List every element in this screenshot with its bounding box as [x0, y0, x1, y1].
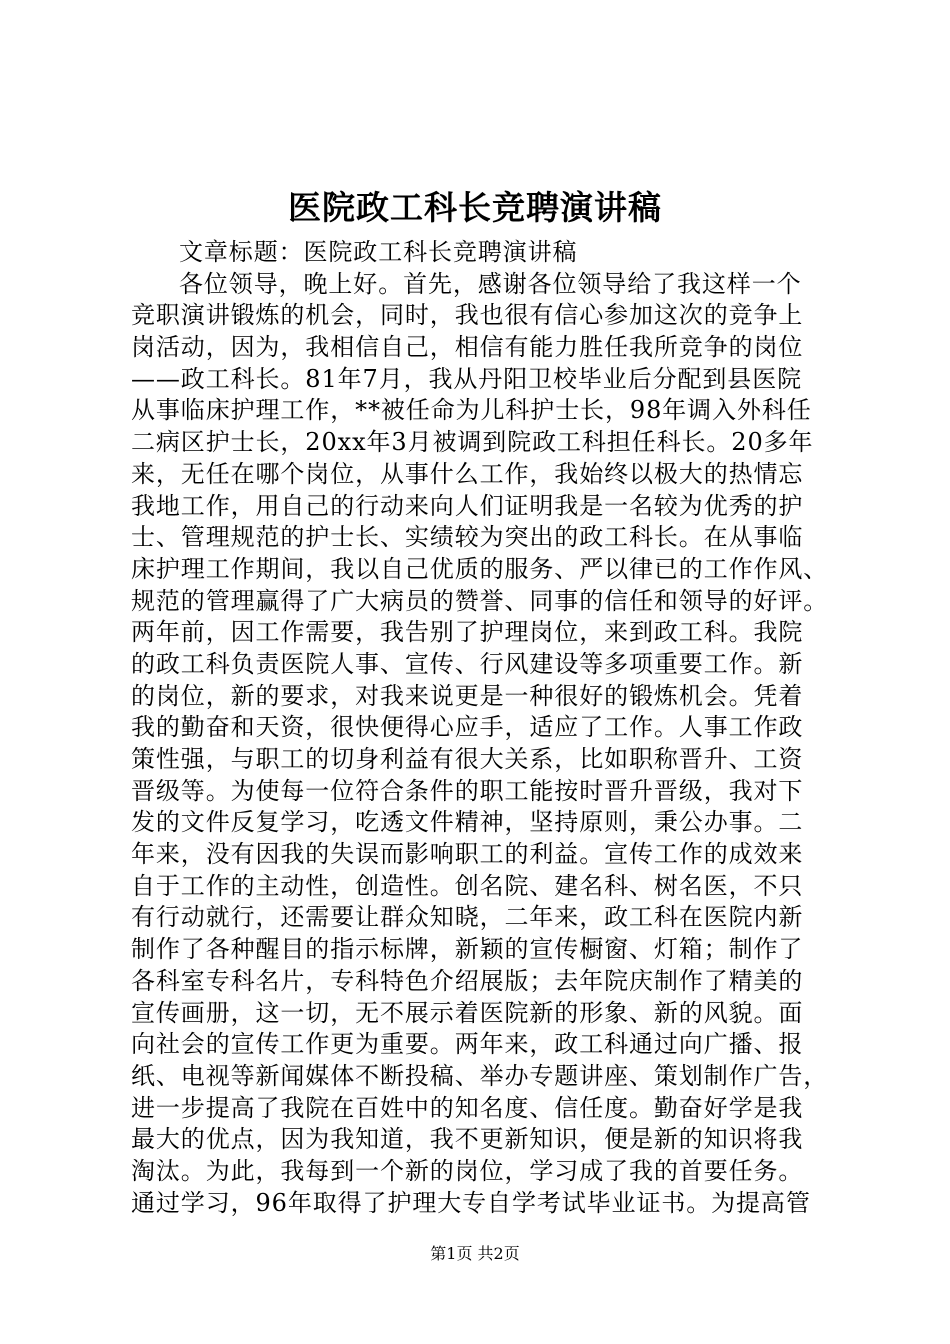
body-line: 岗活动，因为，我相信自己，相信有能力胜任我所竞争的岗位 [131, 333, 804, 362]
body-line: 淘汰。为此，我每到一个新的岗位，学习成了我的首要任务。 [131, 1156, 804, 1185]
body-line: 从事临床护理工作，**被任命为儿科护士长，98年调入外科任 [131, 396, 812, 425]
body-line: 两年前，因工作需要，我告别了护理岗位，来到政工科。我院 [131, 618, 804, 647]
body-line-subtitle: 文章标题：医院政工科长竞聘演讲稿 [179, 238, 578, 266]
body-line: 通过学习，96年取得了护理大专自学考试毕业证书。为提高管 [131, 1188, 811, 1217]
body-line: 制作了各种醒目的指示标牌，新颖的宣传橱窗、灯箱；制作了 [131, 935, 804, 964]
body-line: 宣传画册，这一切，无不展示着医院新的形象、新的风貌。面 [131, 998, 804, 1027]
body-line: 我地工作，用自己的行动来向人们证明我是一名较为优秀的护 [131, 491, 804, 520]
body-line: 士、管理规范的护士长、实绩较为突出的政工科长。在从事临 [131, 523, 804, 552]
body-line: 有行动就行，还需要让群众知晓，二年来，政工科在医院内新 [131, 903, 804, 932]
body-line: 各位领导，晚上好。首先，感谢各位领导给了我这样一个 [179, 269, 802, 298]
body-line: 晋级等。为使每一位符合条件的职工能按时晋升晋级，我对下 [131, 776, 804, 805]
body-line: 来，无任在哪个岗位，从事什么工作，我始终以极大的热情忘 [131, 459, 804, 488]
body-line: ——政工科长。81年7月，我从丹阳卫校毕业后分配到县医院 [131, 364, 803, 393]
body-line: 发的文件反复学习，吃透文件精神，坚持原则，秉公办事。二 [131, 808, 804, 837]
body-line: 纸、电视等新闻媒体不断投稿、举办专题讲座、策划制作广告， [131, 1061, 829, 1090]
body-line: 二病区护士长，20xx年3月被调到院政工科担任科长。20多年 [131, 428, 814, 457]
body-line: 最大的优点，因为我知道，我不更新知识，便是新的知识将我 [131, 1125, 804, 1154]
document-body [131, 237, 831, 1219]
body-line: 各科室专科名片，专科特色介绍展版；去年院庆制作了精美的 [131, 966, 804, 995]
body-line: 向社会的宣传工作更为重要。两年来，政工科通过向广播、报 [131, 1030, 804, 1059]
body-line: 规范的管理赢得了广大病员的赞誉、同事的信任和领导的好评。 [131, 586, 829, 615]
body-line: 床护理工作期间，我以自己优质的服务、严以律已的工作作风、 [131, 554, 829, 583]
body-line: 进一步提高了我院在百姓中的知名度、信任度。勤奋好学是我 [131, 1093, 804, 1122]
body-line: 竞职演讲锻炼的机会，同时，我也很有信心参加这次的竞争上 [131, 301, 804, 330]
body-line: 的政工科负责医院人事、宣传、行风建设等多项重要工作。新 [131, 649, 804, 678]
page-number: 第1页 共2页 [430, 1244, 520, 1263]
body-line: 的岗位，新的要求，对我来说更是一种很好的锻炼机会。凭着 [131, 681, 804, 710]
body-line: 我的勤奋和天资，很快便得心应手，适应了工作。人事工作政 [131, 713, 804, 742]
body-line: 自于工作的主动性，创造性。创名院、建名科、树名医，不只 [131, 871, 804, 900]
body-line: 策性强，与职工的切身利益有很大关系，比如职称晋升、工资 [131, 745, 804, 773]
body-line: 年来，没有因我的失误而影响职工的利益。宣传工作的成效来 [131, 840, 804, 869]
document-title: 医院政工科长竞聘演讲稿 [288, 188, 662, 227]
